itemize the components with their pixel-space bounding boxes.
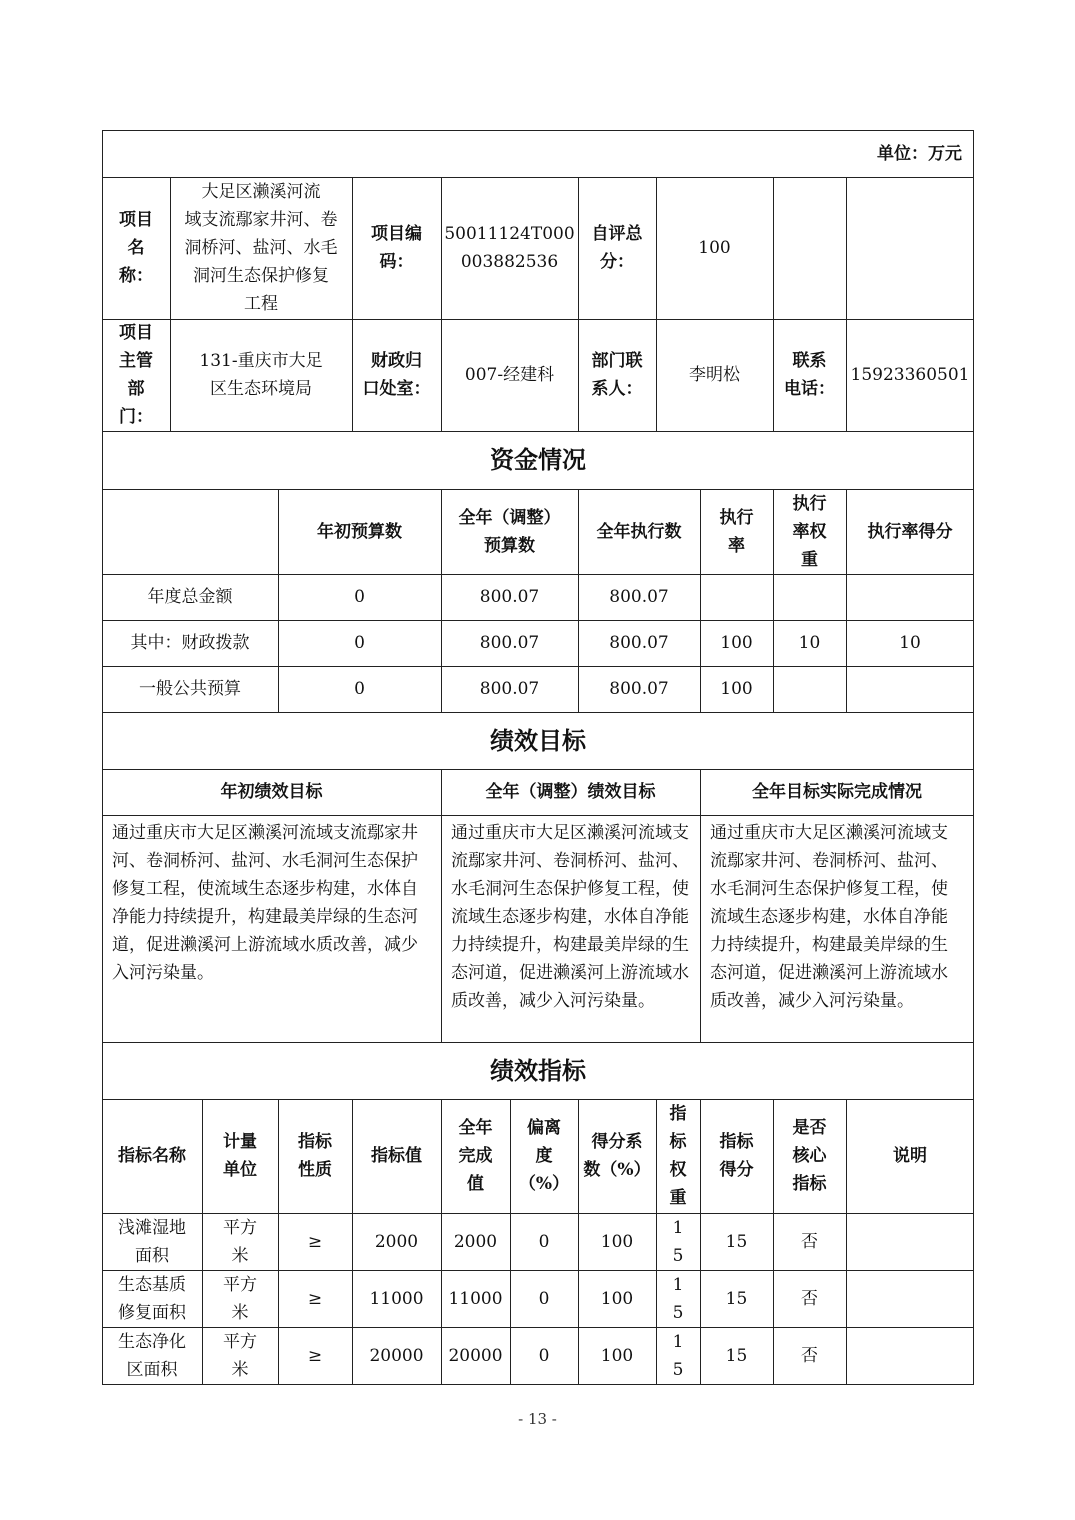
indicator-cell: ≥ bbox=[307, 1345, 323, 1366]
funds-header: 执行 率权 重 bbox=[792, 493, 827, 570]
funds-cell: 800.07 bbox=[479, 587, 540, 607]
indicator-cell: 100 bbox=[600, 1345, 634, 1366]
project-code-value: 50011124T000 003882536 bbox=[444, 224, 575, 272]
indicator-cell: 0 bbox=[538, 1231, 550, 1252]
indicator-cell: 11000 bbox=[369, 1288, 424, 1309]
indicator-cell: 平方 米 bbox=[223, 1217, 257, 1266]
table-rule bbox=[102, 1384, 974, 1385]
goal-header: 全年目标实际完成情况 bbox=[752, 782, 922, 802]
indicator-header: 全年 完成 值 bbox=[458, 1118, 493, 1194]
funds-cell bbox=[700, 574, 773, 620]
funds-cell: 100 bbox=[720, 679, 753, 699]
goal-text: 通过重庆市大足区濑溪河流域支流鄢家井河、卷洞桥河、盐河、水毛洞河生态保护修复工程，使流域生态逐步构建，水体自净能力持续提升，构建最美岸绿的生态河道，促进濑溪河上游流域水质改善，减少入河污染量。 bbox=[112, 823, 418, 983]
indicator-cell bbox=[846, 1213, 974, 1270]
indicator-cell: 2000 bbox=[374, 1231, 419, 1252]
funds-cell: 0 bbox=[354, 633, 365, 653]
funds-cell: 800.07 bbox=[479, 679, 540, 699]
indicator-cell: 20000 bbox=[448, 1345, 503, 1366]
funds-header: 执行率得分 bbox=[867, 521, 953, 542]
dept-value: 131-重庆市大足 区生态环境局 bbox=[199, 351, 323, 399]
funds-header bbox=[102, 489, 278, 574]
self-score-value: 100 bbox=[698, 238, 731, 258]
dept-label: 项目 主管 部 门： bbox=[119, 323, 153, 427]
funds-cell: 一般公共预算 bbox=[139, 679, 241, 699]
indicator-cell: 浅滩湿地 面积 bbox=[118, 1217, 186, 1266]
performance-table bbox=[102, 130, 974, 1385]
page-number: - 13 - bbox=[518, 1410, 557, 1428]
funds-cell: 800.07 bbox=[609, 633, 669, 653]
contact-value: 李明松 bbox=[689, 365, 740, 385]
indicator-cell: 15 bbox=[725, 1231, 748, 1252]
indicator-cell: 生态基质 修复面积 bbox=[118, 1274, 186, 1323]
indicators-section-title: 绩效指标 bbox=[490, 1055, 586, 1085]
project-code-label: 项目编 码： bbox=[371, 224, 422, 272]
indicator-header: 偏离 度 （%） bbox=[518, 1118, 570, 1194]
contact-label: 部门联 系人： bbox=[591, 351, 643, 399]
indicator-cell: 1 5 bbox=[672, 1217, 684, 1266]
indicator-cell: 15 bbox=[725, 1345, 748, 1366]
funds-cell: 800.07 bbox=[609, 587, 669, 607]
indicator-cell: 平方 米 bbox=[223, 1331, 257, 1380]
funds-header: 全年执行数 bbox=[596, 521, 682, 542]
funds-cell: 10 bbox=[899, 633, 921, 653]
phone-value: 15923360501 bbox=[850, 365, 970, 385]
funds-cell: 100 bbox=[720, 633, 753, 653]
goal-header: 全年（调整）绩效目标 bbox=[485, 782, 656, 802]
indicator-cell: ≥ bbox=[307, 1231, 323, 1252]
indicator-header: 说明 bbox=[893, 1146, 927, 1166]
funds-cell: 0 bbox=[354, 679, 365, 699]
indicator-cell bbox=[846, 1327, 974, 1384]
indicator-header: 指 标 权 重 bbox=[669, 1104, 687, 1208]
funds-header: 全年（调整） 预算数 bbox=[458, 507, 561, 556]
indicator-cell: ≥ bbox=[307, 1288, 323, 1309]
indicator-cell: 平方 米 bbox=[223, 1274, 257, 1323]
indicator-cell: 否 bbox=[801, 1231, 818, 1252]
indicator-cell: 1 5 bbox=[672, 1331, 684, 1380]
funds-cell: 800.07 bbox=[609, 679, 669, 699]
funds-cell bbox=[773, 574, 846, 620]
indicator-cell: 11000 bbox=[448, 1288, 503, 1309]
finance-office-label: 财政归 口处室： bbox=[362, 351, 431, 399]
indicator-cell: 100 bbox=[600, 1231, 634, 1252]
unit-label: 单位：万元 bbox=[877, 143, 962, 164]
goal-header: 年初绩效目标 bbox=[220, 782, 323, 802]
funds-section-title: 资金情况 bbox=[490, 445, 586, 474]
indicator-cell: 0 bbox=[538, 1288, 550, 1309]
funds-cell bbox=[773, 666, 846, 712]
phone-label: 联系 电话： bbox=[784, 351, 835, 399]
indicator-cell: 100 bbox=[600, 1288, 634, 1309]
goal-text: 通过重庆市大足区濑溪河流域支流鄢家井河、卷洞桥河、盐河、水毛洞河生态保护修复工程，使流域生态逐步构建，水体自净能力持续提升，构建最美岸绿的生态河道，促进濑溪河上游流域水质改善，减少入河污染量。 bbox=[710, 823, 948, 1011]
indicator-cell: 生态净化 区面积 bbox=[118, 1331, 186, 1380]
indicator-cell bbox=[846, 1270, 974, 1327]
indicator-header: 得分系 数（%） bbox=[583, 1132, 651, 1180]
indicator-header: 指标名称 bbox=[118, 1146, 186, 1166]
indicator-cell: 0 bbox=[538, 1345, 550, 1366]
funds-cell: 10 bbox=[798, 633, 821, 653]
indicator-cell: 15 bbox=[725, 1288, 748, 1309]
funds-cell bbox=[846, 574, 974, 620]
project-name-value: 大足区濑溪河流 域支流鄢家井河、卷 洞桥河、盐河、水毛 洞河生态保护修复 工程 bbox=[184, 182, 338, 314]
funds-cell: 年度总金额 bbox=[147, 587, 233, 607]
goals-section-title: 绩效目标 bbox=[490, 725, 586, 755]
goal-text: 通过重庆市大足区濑溪河流域支流鄢家井河、卷洞桥河、盐河、水毛洞河生态保护修复工程，使流域生态逐步构建，水体自净能力持续提升，构建最美岸绿的生态河道，促进濑溪河上游流域水质改善，减少入河污染量。 bbox=[451, 823, 689, 1011]
funds-cell: 其中：财政拨款 bbox=[130, 633, 250, 653]
funds-cell: 0 bbox=[354, 587, 365, 607]
indicator-cell: 否 bbox=[801, 1345, 818, 1366]
indicator-header: 指标 得分 bbox=[719, 1132, 754, 1180]
indicator-header: 是否 核心 指标 bbox=[792, 1118, 827, 1194]
funds-header: 执行 率 bbox=[719, 507, 754, 556]
indicator-cell: 1 5 bbox=[672, 1274, 684, 1323]
funds-cell bbox=[846, 666, 974, 712]
project-name-label: 项目 名 称： bbox=[119, 210, 153, 286]
indicator-header: 指标 性质 bbox=[298, 1132, 332, 1180]
indicator-header: 计量 单位 bbox=[223, 1132, 257, 1180]
indicator-cell: 否 bbox=[801, 1288, 818, 1309]
funds-cell: 800.07 bbox=[479, 633, 540, 653]
indicator-header: 指标值 bbox=[371, 1146, 422, 1166]
indicator-cell: 20000 bbox=[369, 1345, 424, 1366]
indicator-cell: 2000 bbox=[453, 1231, 498, 1252]
funds-header: 年初预算数 bbox=[317, 521, 402, 542]
finance-office-value: 007-经建科 bbox=[464, 365, 555, 385]
self-score-label: 自评总 分： bbox=[591, 224, 643, 272]
